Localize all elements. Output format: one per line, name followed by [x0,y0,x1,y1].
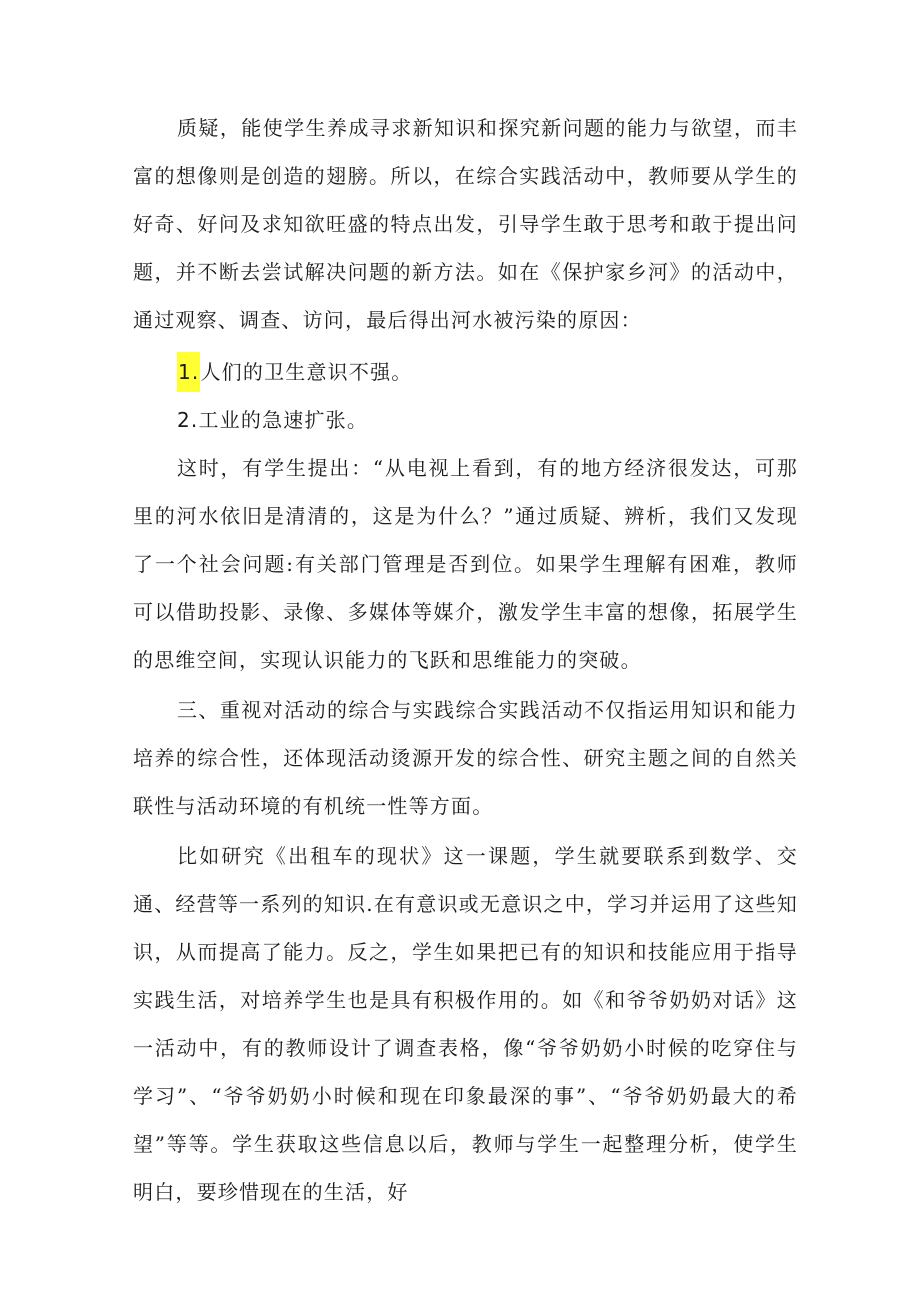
list-number-highlighted: 1. [177,352,200,392]
paragraph-questioning: 质疑，能使学生养成寻求新知识和探究新问题的能力与欲望，而丰富的想像则是创造的翅膀。所以，在综合实践活动中，教师要从学生的好奇、好问及求知欲旺盛的特点出发，引导学生敢于思考和敢于提出问题，并不断去尝试解决问题的新方法。如在《保护家乡河》的活动中，通过观察、调查、访问，最后得出河水被污染的原因： [133,116,798,332]
list-number: 2. [177,408,199,432]
paragraph-taxi-example: 比如研究《出租车的现状》这一课题，学生就要联系到数学、交通、经营等一系列的知识.在有意识或无意识之中，学习并运用了这些知识，从而提高了能力。反之，学生如果把已有的知识和技能应用于指导实践生活，对培养学生也是具有积极作用的。如《和爷爷奶奶对话》这一活动中，有的教师设计了调查表格，像“爷爷奶奶小时候的吃穿住与学习”、“爷爷奶奶小时候和现在印象最深的事”、“爷爷奶奶最大的希望”等等。学生获取这些信息以后，教师与学生一起整理分析，使学生明白，要珍惜现在的生活，好 [133,844,798,1204]
list-item-1 [177,348,412,396]
list-item-2 [177,396,368,444]
list-item-2-text: 工业的急速扩张。 [198,408,369,432]
paragraph-section-three: 三、重视对活动的综合与实践综合实践活动不仅指运用知识和能力培养的综合性，还体现活动烫源开发的综合性、研究主题之间的自然关联性与活动环境的有机统一性等方面。 [133,698,798,818]
list-item-1-text: 人们的卫生意识不强。 [200,360,413,384]
paragraph-student-question: 这时，有学生提出：“从电视上看到，有的地方经济很发达，可那里的河水依旧是清清的，这是为什么？”通过质疑、辨析，我们又发现了一个社会问题:有关部门管理是否到位。如果学生理解有困难，教师可以借助投影、录像、多媒体等媒介，激发学生丰富的想像，拓展学生的思维空间，实现认识能力的飞跃和思维能力的突破。 [133,456,798,672]
